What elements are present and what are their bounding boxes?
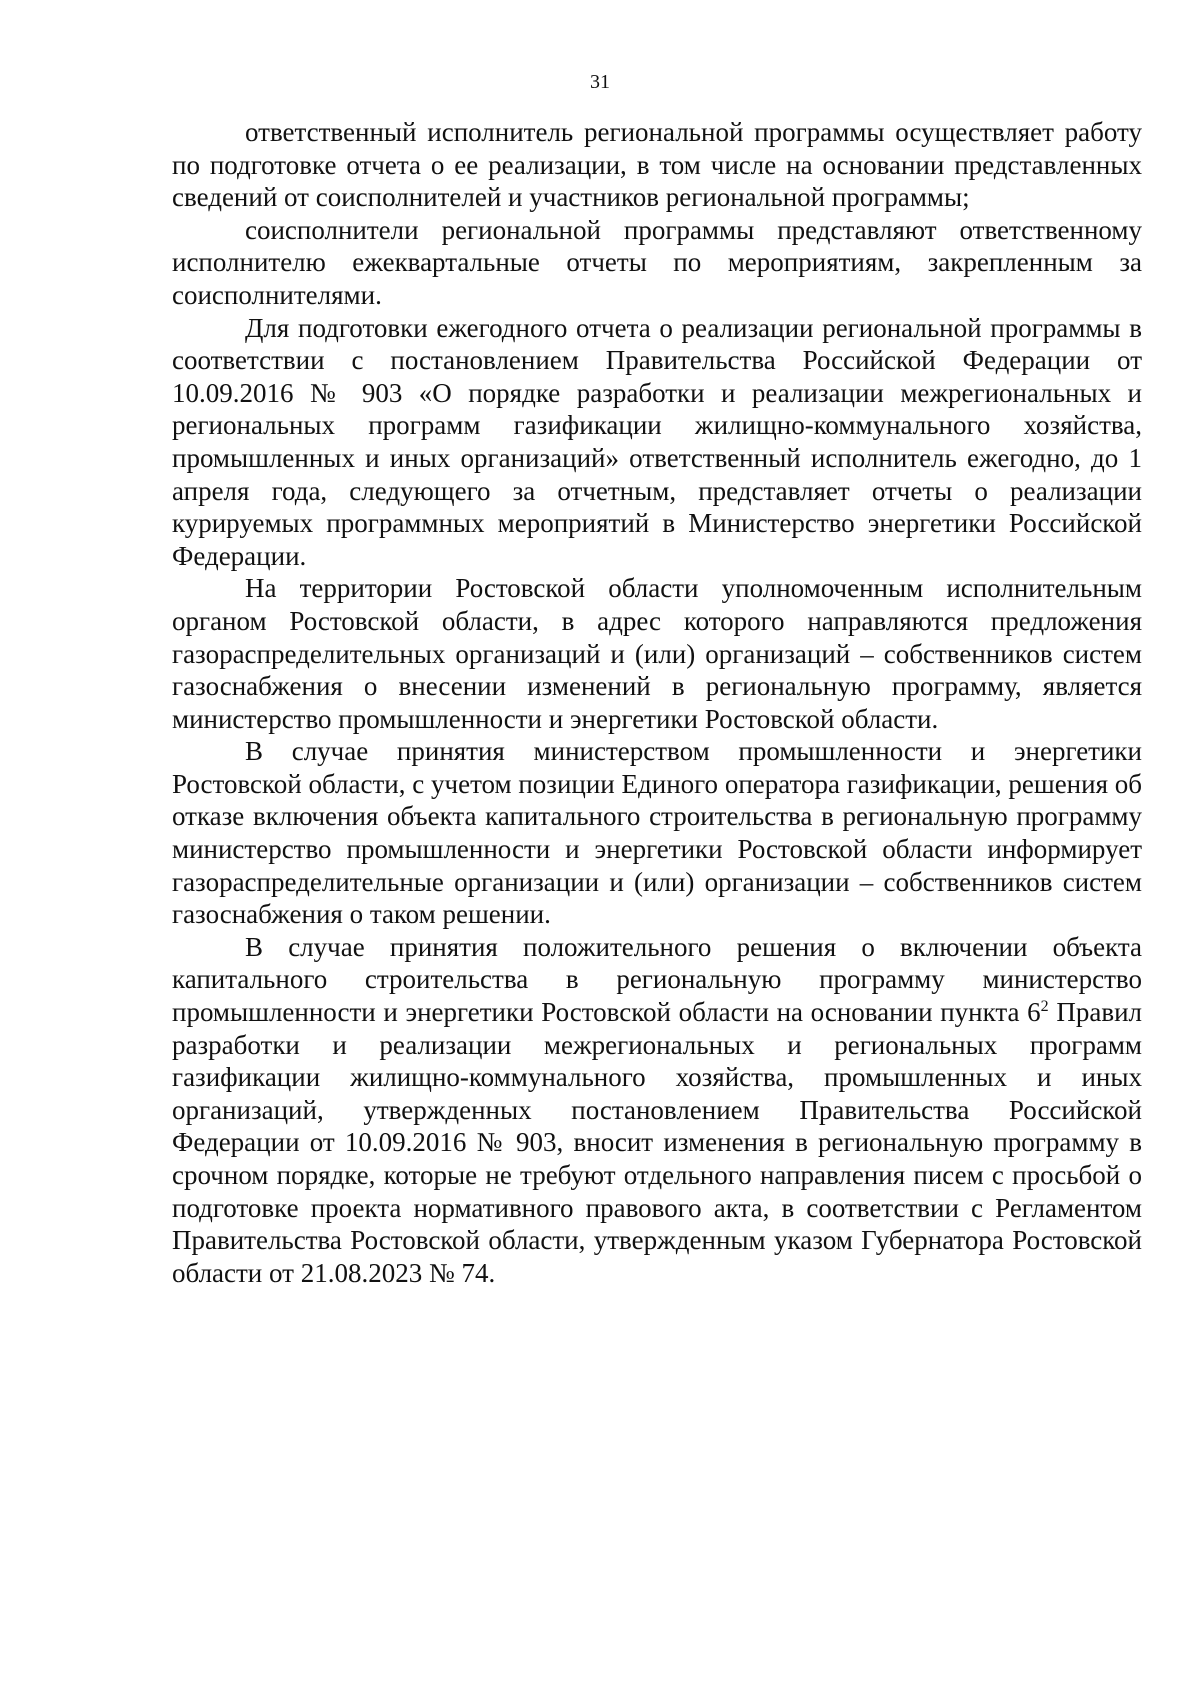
paragraph-positive-decision-part2: Правил разработки и реализации межрегиональных и региональных программ газификации жилищно-коммунального хозяйства, промышленных и иных организаций, утвержденных постановлением Правительства Российской Федерации от 10.09.2016 № 903, вносит изменения в региональную программу в срочном порядке, которые не требуют отдельного направления писем с просьбой о подготовке проекта нормативного правового акта, в соответствии с Регламентом Правительства Ростовской области, утвержденным указом Губернатора Ростовской области от 21.08.2023 № 74. (172, 997, 1142, 1288)
document-body (172, 116, 1142, 1289)
paragraph-positive-decision (172, 931, 1142, 1290)
footnote-superscript: 2 (1040, 998, 1049, 1016)
paragraph-responsible-executor: ответственный исполнитель региональной программы осуществляет работу по подготовке отчета о ее реализации, в том числе на основании представленных сведений от соисполнителей и участников региональной программы; (172, 117, 1142, 213)
paragraph-co-executors: соисполнители региональной программы представляют ответственному исполнителю ежеквартальные отчеты по мероприятиям, закрепленным за соисполнителями. (172, 214, 1142, 310)
paragraph-annual-report: Для подготовки ежегодного отчета о реализации региональной программы в соответствии с постановлением Правительства Российской Федерации от 10.09.2016 № 903 «О порядке разработки и реализации межрегиональных и региональных программ газификации жилищно-коммунального хозяйства, промышленных и иных организаций» ответственный исполнитель ежегодно, до 1 апреля года, следующего за отчетным, представляет отчеты о реализации курируемых программных мероприятий в Министерство энергетики Российской Федерации. (172, 312, 1142, 571)
page-number: 31 (590, 71, 610, 93)
paragraph-authorized-body: На территории Ростовской области уполномоченным исполнительным органом Ростовской области, в адрес которого направляются предложения газораспределительных организаций и (или) организаций – собственников систем газоснабжения о внесении изменений в региональную программу, является министерство промышленности и энергетики Ростовской области. (172, 573, 1142, 734)
paragraph-positive-decision-part1: В случае принятия положительного решения о включении объекта капитального строительства в региональную программу министерство промышленности и энергетики Ростовской области на основании пункта 6 (172, 931, 1142, 1028)
paragraph-refusal-decision: В случае принятия министерством промышленности и энергетики Ростовской области, с учетом позиции Единого оператора газификации, решения об отказе включения объекта капитального строительства в региональную программу министерство промышленности и энергетики Ростовской области информирует газораспределительные организации и (или) организации – собственников систем газоснабжения о таком решении. (172, 736, 1142, 930)
